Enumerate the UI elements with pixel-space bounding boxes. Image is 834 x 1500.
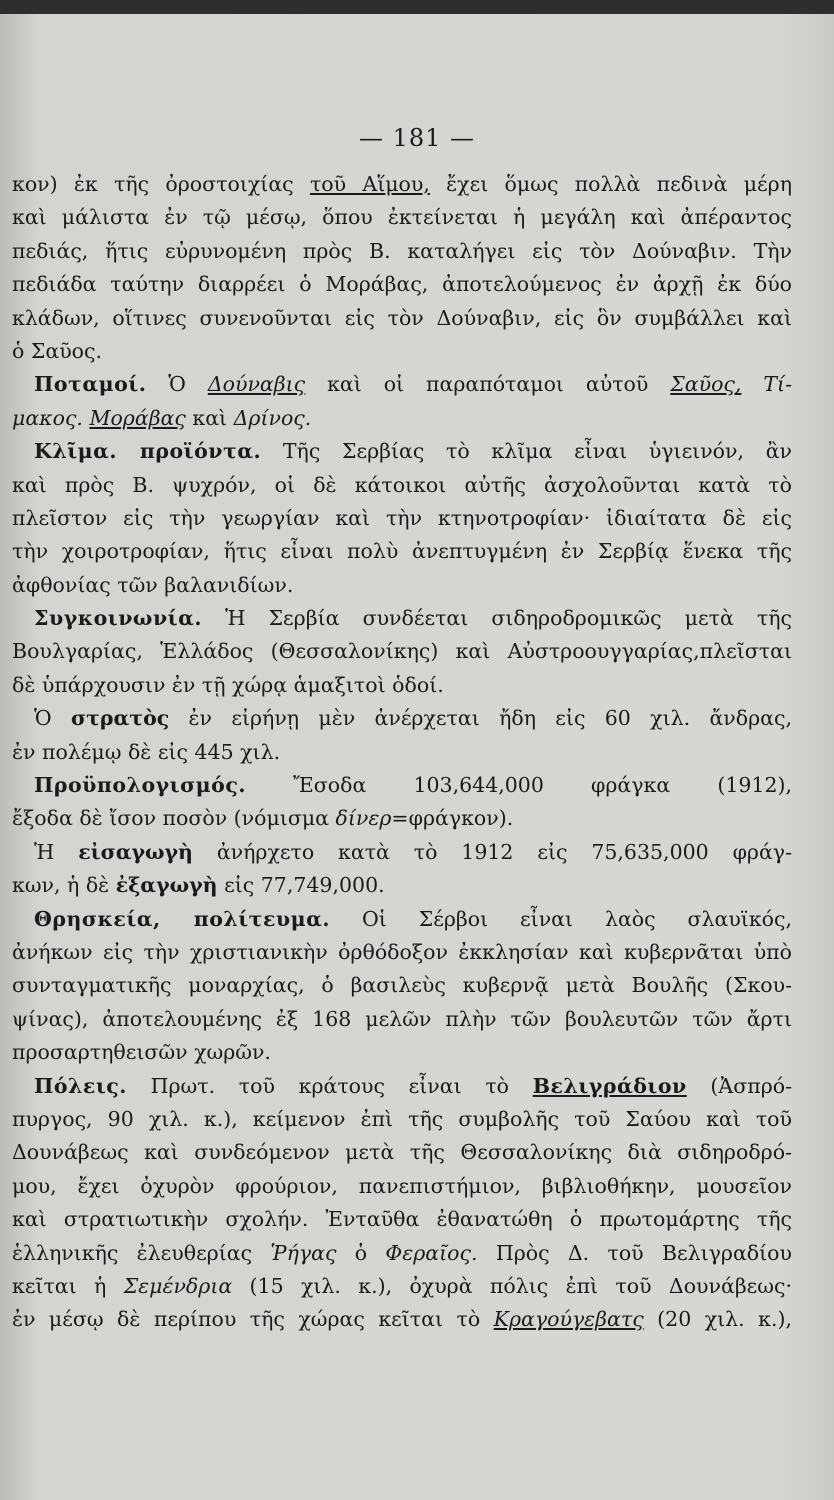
text-run: (20 χιλ. κ.),	[643, 1307, 792, 1332]
text-run: Ὁ	[146, 372, 208, 397]
text-run: Τῆς Σερβίας τὸ κλῖμα εἶναι ὑγιεινόν, ἂν	[261, 439, 792, 464]
text-run: τοῦ Αἵμου,	[309, 172, 430, 196]
text-line	[12, 402, 792, 435]
text-run: =φράγκον).	[391, 806, 514, 831]
text-run: καὶ	[185, 405, 234, 430]
text-run: ἐξαγωγὴ	[115, 873, 218, 898]
text-line	[12, 635, 792, 668]
text-run: ἐν μέσῳ δὲ περίπου τῆς χώρας κεῖται τὸ	[12, 1307, 494, 1332]
text-run: Οἱ Σέρβοι εἶναι λαὸς σλαυϊκός,	[330, 906, 792, 931]
text-line	[12, 502, 792, 535]
text-run: Κραγούγεβατς	[493, 1307, 644, 1332]
text-run: Δουνάβεως καὶ συνδεόμενον μετὰ τῆς Θεσσαλονίκης διὰ σιδηροδρό-	[12, 1140, 792, 1165]
text-line	[12, 702, 792, 735]
text-run: εἰσαγωγὴ	[78, 839, 193, 864]
text-line	[12, 1070, 792, 1103]
text-run: στρατὸς	[70, 706, 170, 731]
text-run: καὶ οἱ παραπόταμοι αὐτοῦ	[305, 372, 671, 397]
text-run: Δούναβις	[207, 372, 306, 397]
text-line	[12, 168, 792, 201]
text-line	[12, 335, 792, 368]
text-run: πυργος, 90 χιλ. κ.), κείμενον ἐπὶ τῆς συμβολῆς τοῦ Σαύου καὶ τοῦ	[12, 1106, 792, 1131]
text-run: Ῥήγας	[270, 1240, 337, 1265]
text-line	[12, 368, 792, 401]
text-run: καὶ μάλιστα ἐν τῷ μέσῳ, ὅπου ἐκτείνεται ἡ μεγάλη καὶ ἀπέραντος	[12, 205, 792, 230]
text-line	[12, 1237, 792, 1270]
page-top-edge	[0, 0, 834, 14]
text-line	[12, 869, 792, 902]
text-run: Βελιγράδιον	[532, 1073, 687, 1098]
body-text	[12, 168, 792, 1337]
text-run: κων, ἡ δὲ	[12, 873, 116, 898]
text-run: Συγκοινωνία.	[34, 606, 203, 631]
text-line	[12, 1203, 792, 1236]
text-run: προσαρτηθεισῶν χωρῶν.	[12, 1040, 271, 1065]
text-run: Πόλεις.	[34, 1073, 127, 1098]
text-line	[12, 569, 792, 602]
text-run: Κλῖμα. προϊόντα.	[34, 439, 262, 464]
text-line	[12, 469, 792, 502]
text-run: κλάδων, οἵτινες συνενοῦνται εἰς τὸν Δούναβιν, εἰς ὃν συμβάλλει καὶ	[12, 305, 792, 330]
text-run: (15 χιλ. κ.), ὀχυρὰ πόλις ἐπὶ τοῦ Δουνάβεως·	[232, 1273, 792, 1298]
text-run: κον) ἐκ τῆς ὀροστοιχίας	[12, 172, 310, 196]
text-run: ἔχει ὅμως πολλὰ πεδινὰ μέρη	[429, 172, 792, 196]
text-run: Ποταμοί.	[34, 372, 147, 397]
text-run: (Ἀσπρό-	[686, 1073, 792, 1098]
text-run: Ἡ	[34, 839, 79, 864]
text-line	[12, 836, 792, 869]
text-run: Μοράβας	[89, 405, 186, 430]
text-run: ἔξοδα δὲ ἴσον ποσὸν (νόμισμα	[12, 806, 336, 831]
text-line	[12, 1103, 792, 1136]
text-run: Θρησκεία, πολίτευμα.	[34, 906, 331, 931]
text-line	[12, 1303, 792, 1336]
text-run: Βουλγαρίας, Ἑλλάδος (Θεσσαλονίκης) καὶ Αὐστροουγγαρίας,πλεῖσται	[12, 639, 792, 664]
text-run: ἐν πολέμῳ δὲ εἰς 445 χιλ.	[12, 739, 281, 764]
text-line	[12, 1036, 792, 1069]
text-run: μου, ἔχει ὀχυρὸν φρούριον, πανεπιστήμιον, βιβλιοθήκην, μουσεῖον	[12, 1173, 792, 1198]
text-line	[12, 736, 792, 769]
text-run: Σεμένδρια	[123, 1273, 233, 1298]
text-run: Ἔσοδα 103,644,000 φράγκα (1912),	[245, 773, 792, 798]
text-run: ψίνας), ἀποτελουμένης ἐξ 168 μελῶν πλὴν τῶν βουλευτῶν τῶν ἄρτι	[12, 1006, 792, 1031]
text-line	[12, 903, 792, 936]
text-run: εἰς 77,749,000.	[217, 873, 385, 898]
text-run: πεδιάδα ταύτην διαρρέει ὁ Μοράβας, ἀποτελούμενος ἐν ἀρχῇ ἐκ δύο	[12, 272, 792, 297]
text-run: πεδιάς, ἥτις εὐρυνομένη πρὸς Β. καταλήγει εἰς τὸν Δούναβιν. Τὴν	[12, 238, 792, 263]
text-run: ἐν εἰρήνῃ μὲν ἀνέρχεται ἤδη εἰς 60 χιλ. ἄνδρας,	[169, 706, 792, 731]
text-run: κεῖται ἡ	[12, 1273, 124, 1298]
text-run: πλεῖστον εἰς τὴν γεωργίαν καὶ τὴν κτηνοτροφίαν· ἰδιαίτατα δὲ εἰς	[12, 505, 792, 530]
text-run: Τί-	[741, 372, 792, 397]
text-run: Πρωτ. τοῦ κράτους εἶναι τὸ	[126, 1073, 533, 1098]
text-line	[12, 1170, 792, 1203]
text-run: Φεραῖος.	[385, 1240, 478, 1265]
text-run: δίνερ	[335, 806, 392, 831]
text-run: ὁ Σαῦος.	[12, 338, 102, 363]
text-run: ἀνήρχετο κατὰ τὸ 1912 εἰς 75,635,000 φράγ-	[192, 839, 792, 864]
text-line	[12, 435, 792, 468]
text-run: Πρὸς Δ. τοῦ Βελιγραδίου	[477, 1240, 792, 1265]
text-run: τὴν χοιροτροφίαν, ἥτις εἶναι πολὺ ἀνεπτυγμένη ἐν Σερβίᾳ ἕνεκα τῆς	[12, 539, 792, 564]
text-line	[12, 201, 792, 234]
text-line	[12, 936, 792, 969]
text-run: καὶ πρὸς Β. ψυχρόν, οἱ δὲ κάτοικοι αὐτῆς ἀσχολοῦνται κατὰ τὸ	[12, 472, 792, 497]
text-run: δὲ ὑπάρχουσιν ἐν τῇ χώρᾳ ἁμαξιτοὶ ὁδοί.	[12, 672, 444, 697]
text-run: ὁ	[336, 1240, 386, 1265]
text-run: ἑλληνικῆς ἐλευθερίας	[12, 1240, 271, 1265]
text-run: ἀφθονίας τῶν βαλανιδίων.	[12, 572, 294, 597]
text-run: Προϋπολογισμός.	[34, 773, 246, 798]
text-run: Ὁ	[34, 706, 71, 731]
text-line	[12, 235, 792, 268]
text-run: ἀνήκων εἰς τὴν χριστιανικὴν ὀρθόδοξον ἐκκλησίαν καὶ κυβερνᾶται ὑπὸ	[12, 939, 792, 964]
text-line	[12, 1270, 792, 1303]
page-number: — 181 —	[358, 124, 476, 152]
text-run: Ἡ Σερβία συνδέεται σιδηροδρομικῶς μετὰ τῆς	[202, 606, 792, 631]
text-run: συνταγματικῆς μοναρχίας, ὁ βασιλεὺς κυβερνᾷ μετὰ Βουλῆς (Σκου-	[12, 973, 792, 998]
text-run: Σαῦος,	[670, 372, 742, 397]
text-line	[12, 969, 792, 1002]
text-line	[12, 535, 792, 568]
text-line	[12, 769, 792, 802]
text-run: Δρίνος.	[233, 405, 312, 430]
text-line	[12, 1003, 792, 1036]
text-run: καὶ στρατιωτικὴν σχολήν. Ἐνταῦθα ἐθανατώθη ὁ πρωτομάρτης τῆς	[12, 1207, 792, 1232]
text-line	[12, 669, 792, 702]
text-line	[12, 802, 792, 835]
text-run: μακος.	[12, 405, 90, 430]
text-line	[12, 268, 792, 301]
text-line	[12, 302, 792, 335]
text-line	[12, 1136, 792, 1169]
text-line	[12, 602, 792, 635]
